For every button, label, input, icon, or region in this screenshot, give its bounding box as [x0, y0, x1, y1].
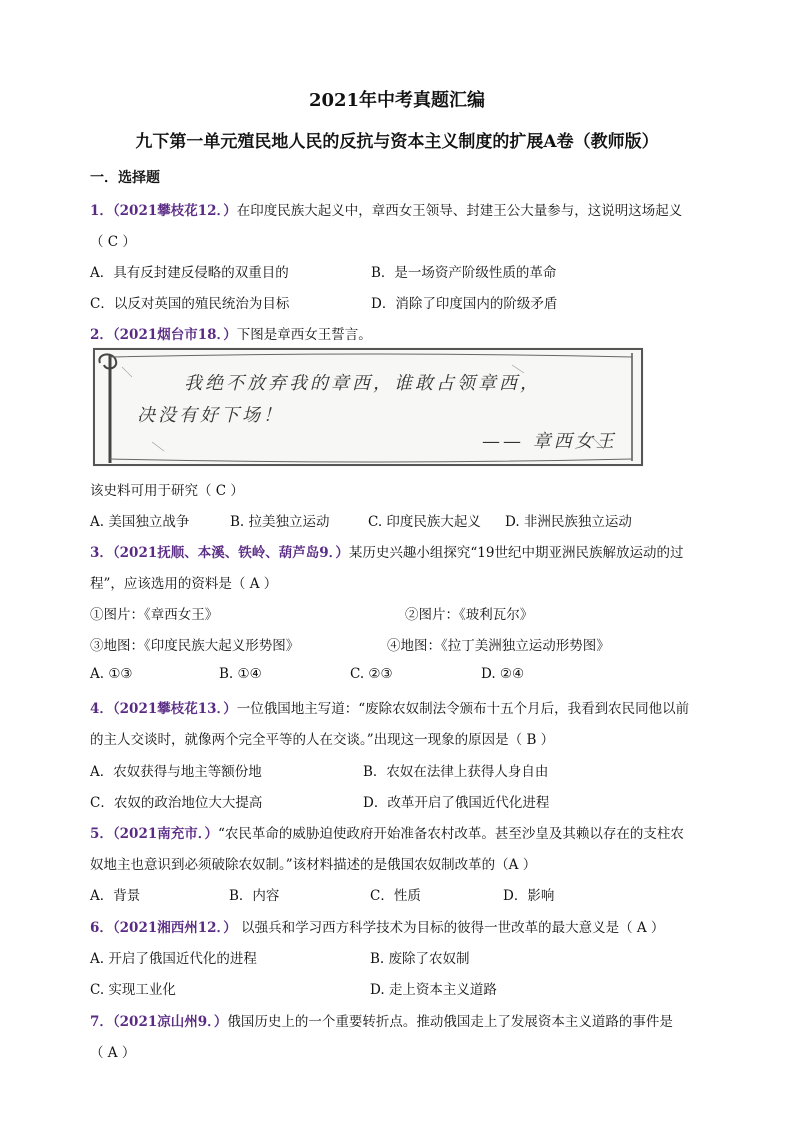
option-b: B. ①④	[219, 666, 262, 682]
question-number: 1．	[90, 203, 113, 219]
question-2-stem	[90, 323, 372, 343]
material-item: ①图片：《章西女王》	[90, 607, 219, 623]
question-text: 一位俄国地主写道：“废除农奴制法令颁布十五个月后，我看到农民同他以前	[236, 701, 690, 717]
option-c: C．农奴的政治地位大大提高	[90, 795, 263, 811]
question-number: 5．	[90, 826, 113, 842]
question-source: （2021攀枝花13．）	[112, 701, 237, 717]
question-3-stem-cont: 程”，应该选用的资料是（ A ）	[90, 576, 278, 592]
question-number: 6．	[90, 920, 113, 936]
quote-line-1: 我绝不放弃我的章西，谁敢占领章西，	[184, 373, 541, 394]
material-item: ④地图：《拉丁美洲独立运动形势图》	[387, 638, 610, 654]
section-heading: 一．选择题	[90, 170, 160, 186]
option-a: A. 开启了俄国近代化的进程	[90, 951, 257, 967]
option-d: D．改革开启了俄国近代化进程	[363, 795, 550, 811]
page-subtitle: 九下第一单元殖民地人民的反抗与资本主义制度的扩展A卷（教师版）	[135, 132, 659, 152]
question-number: 7．	[90, 1014, 113, 1030]
question-7-stem	[90, 1010, 673, 1030]
option-c: C. ②③	[350, 666, 393, 682]
option-c: C．以反对英国的殖民统治为目标	[90, 296, 290, 312]
option-d: D. 走上资本主义道路	[370, 982, 497, 998]
option-c: C. 印度民族大起义	[368, 514, 481, 530]
option-b: B. 废除了农奴制	[370, 951, 470, 967]
question-text: 以强兵和学习西方科学技术为目标的彼得一世改革的最大意义是（ A ）	[236, 920, 665, 936]
question-7-answer: （ A ）	[90, 1045, 136, 1061]
question-1-answer: （ C ）	[90, 234, 136, 250]
question-source: （2021抚顺、本溪、铁岭、葫芦岛9．）	[112, 545, 349, 561]
question-1-stem	[90, 199, 682, 219]
quote-line-2: 决没有好下场！	[137, 405, 284, 426]
question-5-stem	[90, 822, 684, 842]
question-source: （2021烟台市18．）	[112, 327, 237, 343]
question-4-stem-cont: 的主人交谈时，就像两个完全平等的人在交谈。”出现这一现象的原因是（ B ）	[90, 732, 555, 748]
question-source: （2021湘西州12．）	[112, 920, 237, 936]
option-a: A. 美国独立战争	[90, 514, 190, 530]
option-a: A. ①③	[90, 666, 133, 682]
material-item: ③地图：《印度民族大起义形势图》	[90, 638, 300, 654]
question-3-stem	[90, 541, 683, 561]
question-number: 2．	[90, 327, 113, 343]
question-number: 3．	[90, 545, 113, 561]
option-d: D．消除了印度国内的阶级矛盾	[371, 296, 558, 312]
question-6-stem	[90, 916, 664, 936]
option-d: D．影响	[503, 888, 555, 904]
option-d: D. 非洲民族独立运动	[505, 514, 632, 530]
material-item: ②图片：《玻利瓦尔》	[405, 607, 534, 623]
question-text: 下图是章西女王誓言。	[236, 327, 372, 343]
option-c: C. 实现工业化	[90, 982, 176, 998]
quote-signature: —— 章西女王	[482, 431, 617, 452]
question-text: 在印度民族大起义中，章西女王领导、封建王公大量参与，这说明这场起义	[236, 203, 683, 219]
question-4-stem	[90, 697, 689, 717]
question-number: 4．	[90, 701, 113, 717]
question-5-stem-cont: 奴地主也意识到必须破除农奴制。”该材料描述的是俄国农奴制改革的（A ）	[90, 857, 537, 873]
question-source: （2021南充市．）	[112, 826, 218, 842]
option-b: B. 拉美独立运动	[230, 514, 330, 530]
page-title: 2021年中考真题汇编	[308, 90, 486, 111]
option-b: B．是一场资产阶级性质的革命	[371, 265, 557, 281]
question-source: （2021攀枝花12．）	[112, 203, 237, 219]
option-d: D. ②④	[481, 666, 525, 682]
option-a: A．农奴获得与地主等额份地	[90, 764, 262, 780]
scroll-image	[92, 347, 644, 467]
option-b: B．内容	[229, 888, 280, 904]
question-text: “农民革命的威胁迫使政府开始准备农村改革。甚至沙皇及其赖以存在的支柱农	[217, 826, 684, 842]
option-a: A．背景	[90, 888, 141, 904]
question-text: 俄国历史上的一个重要转折点。推动俄国走上了发展资本主义道路的事件是	[227, 1014, 673, 1030]
question-2-prompt: 该史料可用于研究（ C ）	[90, 483, 244, 499]
question-source: （2021凉山州9．）	[112, 1014, 228, 1030]
question-text: 某历史兴趣小组探究“19世纪中期亚洲民族解放运动的过	[348, 545, 684, 561]
option-c: C．性质	[370, 888, 421, 904]
option-a: A．具有反封建反侵略的双重目的	[90, 265, 289, 281]
option-b: B．农奴在法律上获得人身自由	[363, 764, 549, 780]
